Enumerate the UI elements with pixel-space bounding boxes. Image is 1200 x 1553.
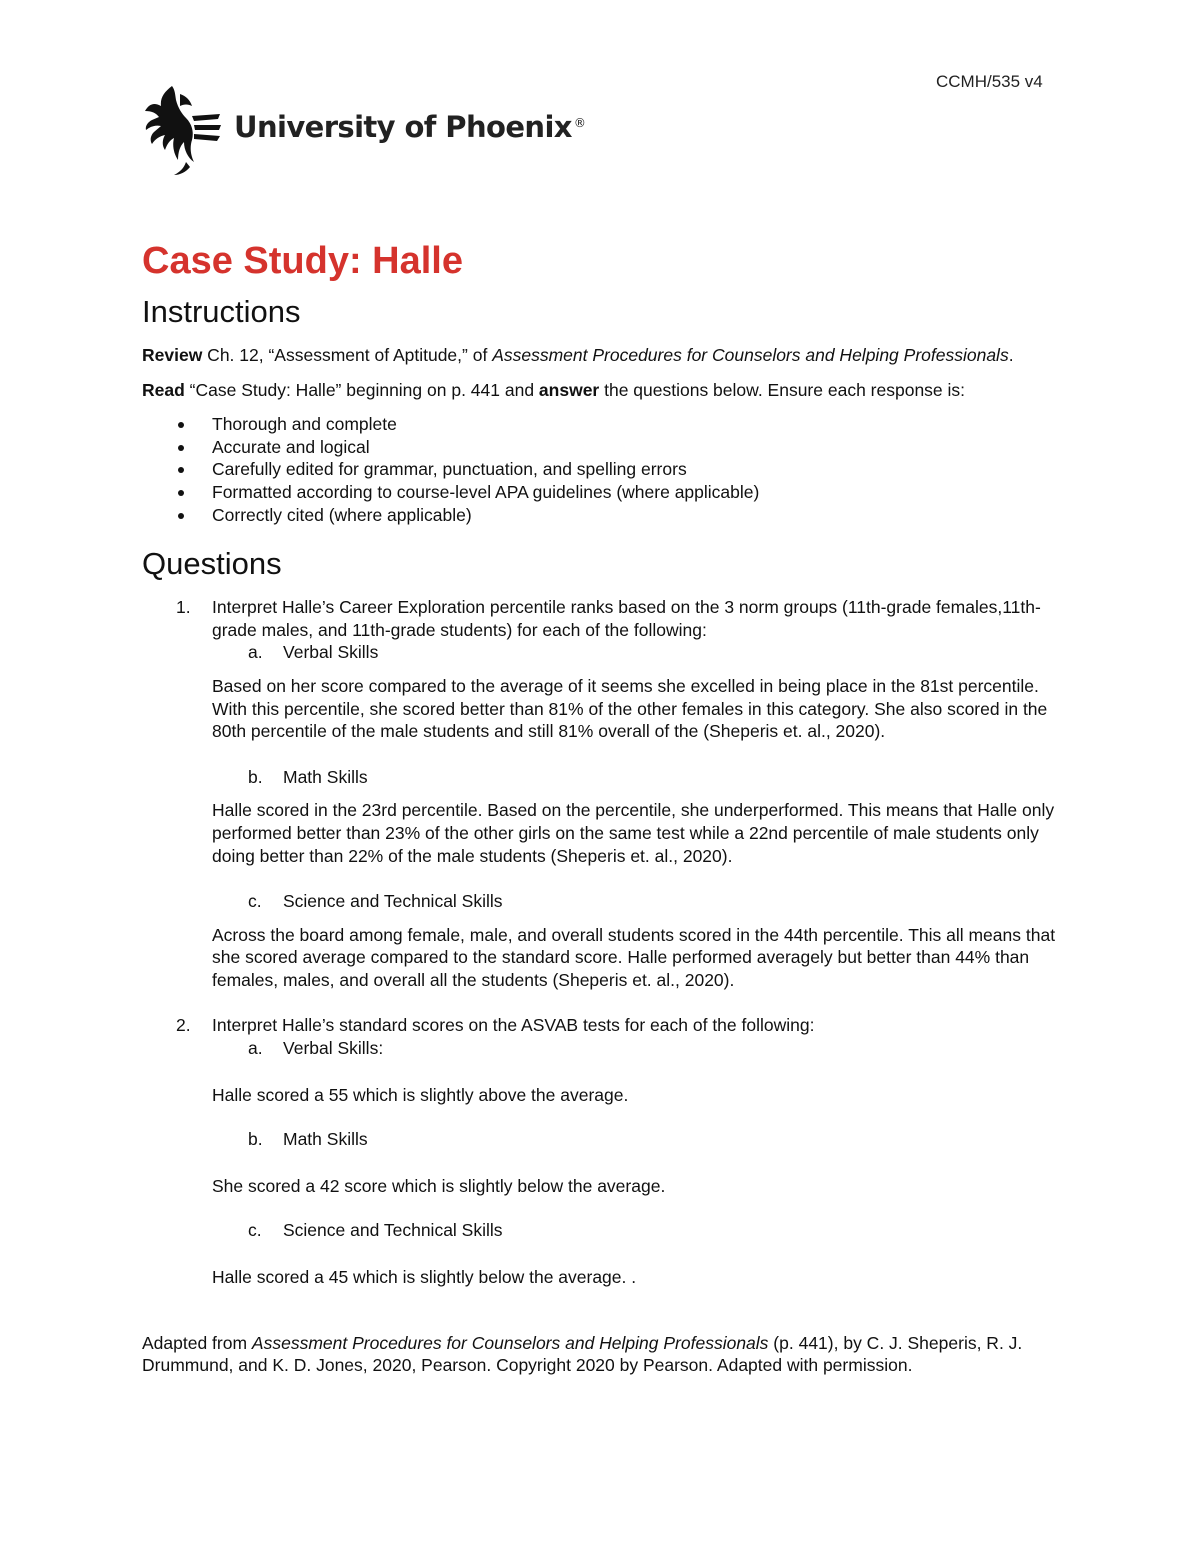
course-code: CCMH/535 v4 xyxy=(936,72,1043,91)
university-logo xyxy=(142,84,585,176)
list-item: Carefully edited for grammar, punctuation, and spelling errors xyxy=(142,458,1062,481)
question-2 xyxy=(142,1014,1062,1288)
sub-letter: b. xyxy=(248,766,263,787)
answer-text: Halle scored a 45 which is slightly below the average. . xyxy=(212,1267,637,1288)
list-item: Correctly cited (where applicable) xyxy=(142,504,1062,527)
answer-text: She scored a 42 score which is slightly below the average. xyxy=(212,1175,666,1196)
list-item: Formatted according to course-level APA guidelines (where applicable) xyxy=(142,481,1062,504)
review-paragraph: Review Ch. 12, “Assessment of Aptitude,” of Assessment Procedures for Counselors and Helping Professionals. xyxy=(142,345,1014,365)
answer-text: Across the board among female, male, and overall students scored in the 44th percentile. This all means that she scored average compared to the standard score. Halle performed averagely but better than 44% than females, males, and overall all the students (Sheperis et. al., 2020). xyxy=(212,924,1056,990)
sub-label: Science and Technical Skills xyxy=(283,891,503,912)
document-body xyxy=(142,238,1062,1389)
sub-letter: c. xyxy=(248,891,262,912)
phoenix-bird-icon xyxy=(142,84,222,176)
page-title: Case Study: Halle xyxy=(142,240,463,282)
sub-label: Science and Technical Skills xyxy=(283,1220,503,1241)
answer-text: Halle scored a 55 which is slightly above the average. xyxy=(212,1084,629,1105)
list-item: Accurate and logical xyxy=(142,436,1062,459)
sub-letter: a. xyxy=(248,642,263,663)
question-number: 1. xyxy=(176,597,191,618)
registered-mark: ® xyxy=(573,116,586,130)
answer-text: Halle scored in the 23rd percentile. Based on the percentile, she underperformed. This means that Halle only performed better than 23% of the other girls on the same test while a 22nd percentile of male students only doing better than 22% of the male students (Sheperis et. al., 2020). xyxy=(212,800,1055,866)
question-text: Interpret Halle’s standard scores on the ASVAB tests for each of the following: xyxy=(212,1015,815,1036)
sub-label: Math Skills xyxy=(283,1129,368,1150)
answer-text: Based on her score compared to the average of it seems she excelled in being place in the 81st percentile. With this percentile, she scored better than 81% of the other females in this category. She also scored in the 80th percentile of the male students and still 81% overall of the (Sheperis et. al., 2020). xyxy=(212,675,1048,742)
question-text: Interpret Halle’s Career Exploration percentile ranks based on the 3 norm groups (11th-grade females,11th-grade males, and 11th-grade students) for each of the following: xyxy=(212,597,1041,640)
questions-heading: Questions xyxy=(142,546,282,582)
sub-label: Verbal Skills xyxy=(283,642,379,663)
university-name: University of Phoenix ® xyxy=(234,110,586,144)
question-1 xyxy=(142,596,1062,991)
sub-label: Verbal Skills: xyxy=(283,1038,384,1059)
list-item: Thorough and complete xyxy=(142,413,1062,436)
question-number: 2. xyxy=(176,1015,191,1036)
read-paragraph: Read “Case Study: Halle” beginning on p. 441 and answer the questions below. Ensure each response is: xyxy=(142,379,966,400)
sub-label: Math Skills xyxy=(283,766,368,787)
source-citation: Adapted from Assessment Procedures for Counselors and Helping Professionals (p. 441), by C. J. Sheperis, R. J. Drummund, and K. D. Jones, 2020, Pearson. Copyright 2020 by Pearson. Adapted with permission. xyxy=(142,1332,1023,1376)
sub-letter: b. xyxy=(248,1129,263,1150)
sub-letter: c. xyxy=(248,1220,262,1241)
requirements-list xyxy=(142,413,1062,526)
sub-letter: a. xyxy=(248,1038,263,1059)
instructions-heading: Instructions xyxy=(142,294,301,329)
